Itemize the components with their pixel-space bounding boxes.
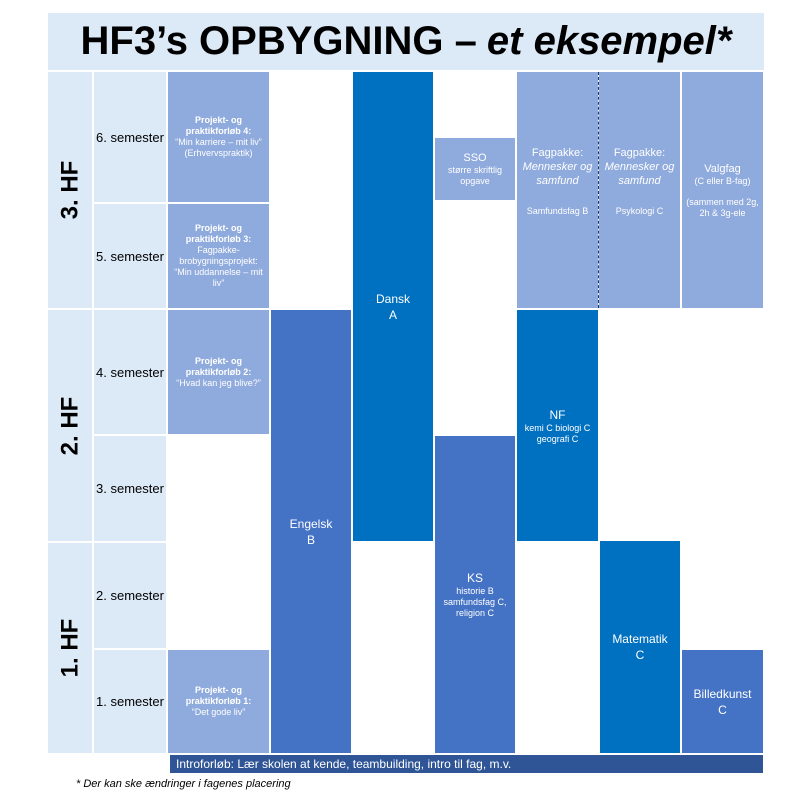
subject-fagpakke-samfundsfag: Fagpakke: Mennesker og samfund Samfundsfag B [517, 72, 598, 308]
year-2hf: 2. HF [48, 310, 92, 541]
subject-nf: NF kemi C biologi C geografi C [517, 310, 598, 541]
subject-fagpakke-psykologi: Fagpakke: Mennesker og samfund Psykologi C [599, 72, 680, 308]
project-4: Projekt- og praktikforløb 4: “Min karriere – mit liv” (Erhvervspraktik) [168, 72, 269, 202]
fagpakke-divider [598, 72, 599, 308]
subject-sso: SSO større skriftlig opgave [435, 138, 515, 200]
page-title: HF3’s OPBYGNING – et eksempel* [48, 13, 764, 70]
semester-2: 2. semester [94, 543, 166, 648]
semester-6: 6. semester [94, 72, 166, 202]
project-2: Projekt- og praktikforløb 2: “Hvad kan jeg blive?” [168, 310, 269, 434]
project-1: Projekt- og praktikforløb 1: “Det gode liv” [168, 650, 269, 753]
footnote: * Der kan ske ændringer i fagenes placering [76, 778, 291, 790]
subject-engelsk: Engelsk B [271, 310, 351, 753]
subject-ks: KS historie B samfundsfag C, religion C [435, 436, 515, 753]
semester-1: 1. semester [94, 650, 166, 753]
semester-5: 5. semester [94, 204, 166, 308]
year-3hf: 3. HF [48, 72, 92, 308]
intro-bar: Introforløb: Lær skolen at kende, teambuilding, intro til fag, m.v. [170, 755, 763, 773]
subject-matematik: Matematik C [600, 541, 680, 753]
subject-valgfag: Valgfag (C eller B-fag) (sammen med 2g, 2h & 3g-ele [682, 72, 763, 308]
semester-3: 3. semester [94, 436, 166, 541]
subject-dansk: Dansk A [353, 72, 433, 541]
year-1hf: 1. HF [48, 543, 92, 753]
subject-billedkunst: Billedkunst C [682, 650, 763, 753]
semester-4: 4. semester [94, 310, 166, 434]
project-3: Projekt- og praktikforløb 3: Fagpakke-brobygningsprojekt: “Min uddannelse – mit liv” [168, 204, 269, 308]
